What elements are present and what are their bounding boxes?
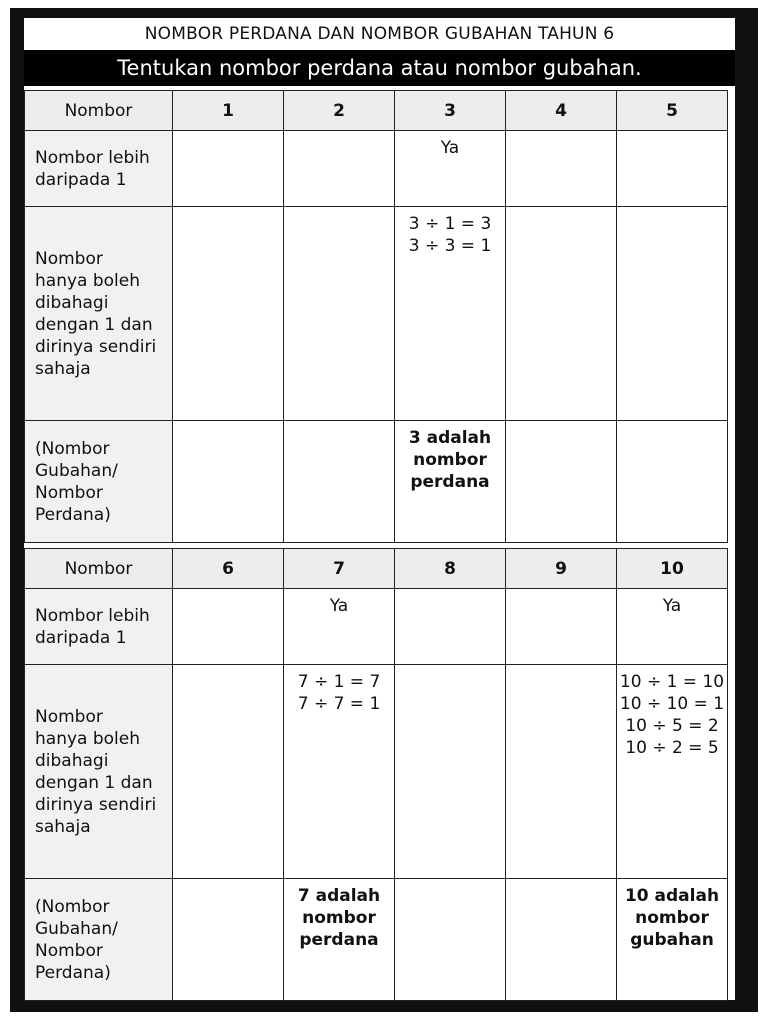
division-cell: [173, 207, 284, 421]
division-cell: 3 ÷ 1 = 3 3 ÷ 3 = 1: [395, 207, 506, 421]
result-row: [25, 421, 728, 543]
division-cell: [395, 665, 506, 879]
number-table-1: [24, 90, 728, 543]
answer-cell: [617, 131, 728, 207]
answer-cell: [506, 131, 617, 207]
number-cell: 9: [506, 549, 617, 589]
divisible-row: [25, 665, 728, 879]
answer-cell: Ya: [284, 589, 395, 665]
division-cell: 10 ÷ 1 = 10 10 ÷ 10 = 1 10 ÷ 5 = 2 10 ÷ 2 = 5: [617, 665, 728, 879]
result-cell: 10 adalah nombor gubahan: [617, 879, 728, 1001]
result-cell: [506, 879, 617, 1001]
result-cell: [506, 421, 617, 543]
result-cell: [617, 421, 728, 543]
answer-cell: Ya: [395, 131, 506, 207]
row-label-result: (Nombor Gubahan/ Nombor Perdana): [25, 421, 173, 543]
number-cell: 7: [284, 549, 395, 589]
header-label: Nombor: [25, 549, 173, 589]
number-cell: 4: [506, 91, 617, 131]
division-cell: [617, 207, 728, 421]
result-cell: [395, 879, 506, 1001]
row-label-result: (Nombor Gubahan/ Nombor Perdana): [25, 879, 173, 1001]
row-label-divisible: Nombor hanya boleh dibahagi dengan 1 dan dirinya sendiri sahaja: [25, 665, 173, 879]
number-cell: 5: [617, 91, 728, 131]
header-row: [25, 91, 728, 131]
number-cell: 6: [173, 549, 284, 589]
answer-cell: [173, 131, 284, 207]
number-cell: 8: [395, 549, 506, 589]
row-label-more-than-one: Nombor lebih daripada 1: [25, 589, 173, 665]
more-than-one-row: [25, 589, 728, 665]
row-label-divisible: Nombor hanya boleh dibahagi dengan 1 dan dirinya sendiri sahaja: [25, 207, 173, 421]
result-cell: [284, 421, 395, 543]
more-than-one-row: [25, 131, 728, 207]
worksheet: [22, 16, 737, 1002]
answer-cell: [506, 589, 617, 665]
worksheet-title: NOMBOR PERDANA DAN NOMBOR GUBAHAN TAHUN 6: [24, 18, 735, 50]
number-table-2: [24, 548, 728, 1001]
answer-cell: [284, 131, 395, 207]
result-cell: 7 adalah nombor perdana: [284, 879, 395, 1001]
number-cell: 2: [284, 91, 395, 131]
number-cell: 3: [395, 91, 506, 131]
division-cell: [173, 665, 284, 879]
result-cell: [173, 421, 284, 543]
header-label: Nombor: [25, 91, 173, 131]
division-cell: [506, 207, 617, 421]
division-cell: 7 ÷ 1 = 7 7 ÷ 7 = 1: [284, 665, 395, 879]
row-label-more-than-one: Nombor lebih daripada 1: [25, 131, 173, 207]
result-cell: [173, 879, 284, 1001]
answer-cell: Ya: [617, 589, 728, 665]
answer-cell: [395, 589, 506, 665]
division-cell: [506, 665, 617, 879]
header-row: [25, 549, 728, 589]
result-cell: 3 adalah nombor perdana: [395, 421, 506, 543]
answer-cell: [173, 589, 284, 665]
division-cell: [284, 207, 395, 421]
divisible-row: [25, 207, 728, 421]
number-cell: 10: [617, 549, 728, 589]
instruction-banner: Tentukan nombor perdana atau nombor gubahan.: [24, 50, 735, 86]
result-row: [25, 879, 728, 1001]
number-cell: 1: [173, 91, 284, 131]
